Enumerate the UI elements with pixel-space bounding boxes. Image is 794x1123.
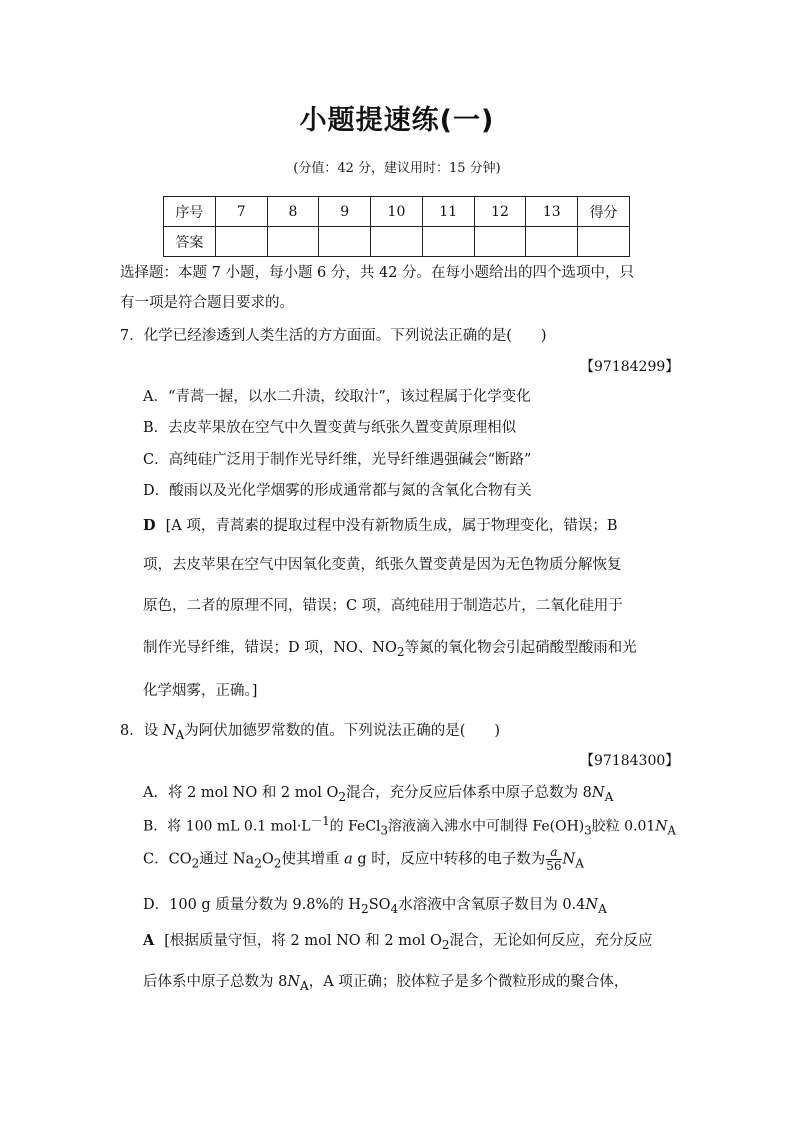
answer-cell[interactable]	[474, 227, 526, 257]
table-number-cell: 11	[422, 197, 474, 227]
q7-explanation-line-2: 项，去皮苹果在空气中因氧化变黄，纸张久置变黄是因为无色物质分解恢复	[143, 557, 622, 573]
page-title: 小题提速练(一)	[299, 105, 495, 136]
q7-stem: 7．化学已经渗透到人类生活的方方面面。下列说法正确的是( )	[120, 328, 547, 344]
answer-cell[interactable]	[267, 227, 319, 257]
q8-option-c: C．$CO_2$通过 $Na_2O_2$使其增重 a g 时，反应中转移的电子数为 $\frac{a}{56}$ $N_A$	[143, 845, 584, 873]
table-number-cell: 8	[267, 197, 319, 227]
q7-explanation-line-5: 化学烟雾，正确。]	[143, 683, 258, 699]
q7-option-a: A．“青蒿一握，以水二升渍，绞取汁”，该过程属于化学变化	[143, 389, 531, 405]
answer-cell[interactable]	[526, 227, 578, 257]
fraction: $\frac{a}{56}$	[546, 845, 562, 873]
q7-answer: D	[143, 517, 156, 534]
q8-answer: A	[143, 932, 155, 949]
table-number-cell: 13	[526, 197, 578, 227]
answer-cell[interactable]	[371, 227, 423, 257]
table-number-cell: 9	[319, 197, 371, 227]
q7-explanation-line-1: D [A 项，青蒿素的提取过程中没有新物质生成，属于物理变化，错误；B	[143, 517, 618, 534]
answer-table-answer-row	[164, 227, 630, 257]
table-header-cell: 序号	[164, 197, 216, 227]
answer-table	[163, 196, 630, 257]
page-subtitle: (分值：42 分，建议用时：15 分钟)	[293, 161, 501, 176]
q7-id: 【97184299】	[580, 359, 680, 375]
table-number-cell: 10	[371, 197, 423, 227]
answer-cell[interactable]	[215, 227, 267, 257]
q8-option-b: B．将 100 mL 0.1 $mol\cdot L^{-1}$的 FeCl$_3$溶液滴入沸水中可制得 $Fe(OH)_3$胶粒 $0.01N_A$	[143, 814, 676, 838]
q7-option-c: C．高纯硅广泛用于制作光导纤维，光导纤维遇强碱会“断路”	[143, 452, 532, 468]
answer-table-header-row	[164, 197, 630, 227]
q7-explanation-line-3: 原色，二者的原理不同，错误；C 项，高纯硅用于制造芯片，二氧化硅用于	[143, 598, 623, 614]
q7-explanation-line-4: 制作光导纤维，错误；D 项，NO、$NO_2$等氮的氧化物会引起硝酸型酸雨和光	[143, 640, 637, 659]
q8-explanation-line-2: 后体系中原子总数为 $8N_A$，A 项正确；胶体粒子是多个微粒形成的聚合体，	[143, 974, 629, 993]
instructions-line-2: 有一项是符合题目要求的。	[120, 295, 294, 311]
instructions-line-1: 选择题：本题 7 小题，每小题 6 分，共 42 分。在每小题给出的四个选项中，只	[120, 265, 635, 281]
answer-cell[interactable]	[422, 227, 474, 257]
table-number-cell: 7	[215, 197, 267, 227]
q8-explanation-line-1: A [根据质量守恒，将 2 mol NO 和 2 mol $O_2$混合，无论如何反应，充分反应	[143, 932, 653, 952]
q8-option-a: A．将 2 mol NO 和 2 mol $O_2$混合，充分反应后体系中原子总数为 $8N_A$	[143, 785, 614, 804]
q8-option-d: D．100 g 质量分数为 9.8%的 $H_2SO_4$水溶液中含氧原子数目为 $0.4N_A$	[143, 897, 607, 916]
table-number-cell: 12	[474, 197, 526, 227]
table-score-header: 得分	[578, 197, 630, 227]
q8-id: 【97184300】	[580, 753, 680, 769]
answer-cell[interactable]	[319, 227, 371, 257]
q7-option-b: B．去皮苹果放在空气中久置变黄与纸张久置变黄原理相似	[143, 420, 517, 436]
table-header-cell: 答案	[164, 227, 216, 257]
q8-stem: 8．设 $N_A$为阿伏加德罗常数的值。下列说法正确的是( )	[120, 723, 501, 742]
q7-option-d: D．酸雨以及光化学烟雾的形成通常都与氮的含氧化合物有关	[143, 483, 532, 499]
score-cell[interactable]	[578, 227, 630, 257]
